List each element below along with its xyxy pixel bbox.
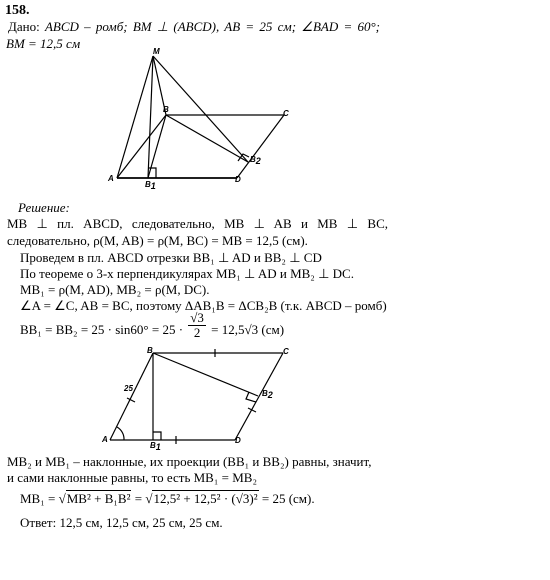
given-line-2: BM = 12,5 см	[6, 36, 81, 51]
fig2-label-B2: $B_2$	[262, 389, 273, 400]
radical-2: 12,5² + 12,5² · (√3)²	[153, 491, 258, 506]
fig2-label-B1: $B_1$	[150, 441, 161, 452]
solution-line-7: BB₁ = BB₂ = 25 · sin60° = 25 · $\frac{√3}{2}$ = 12,5√3 (см)	[20, 309, 285, 340]
given-prefix: Дано:	[8, 19, 40, 34]
fig2-label-A: A	[102, 435, 108, 444]
fig1-label-M: M	[153, 47, 160, 56]
fig2-label-C: C	[283, 347, 289, 356]
fig1-label-A: A	[108, 174, 114, 183]
right-angle2-B1	[153, 432, 161, 440]
problem-number: 158.	[5, 3, 30, 18]
fig1-label-B2: $B_2$	[250, 155, 261, 166]
frac-numerator: √3	[190, 309, 204, 325]
segment2-BB2	[153, 353, 258, 396]
fig1-label-C: C	[283, 109, 289, 118]
given-body: ABCD – ромб; BM ⊥ (ABCD), AB = 25 см; ∠BAD = 60°;	[44, 19, 381, 34]
solution-line-2: следовательно, ρ(M, AB) = ρ(M, BC) = MB = 12,5 (см).	[7, 233, 308, 248]
fig2-label-side: 25	[124, 384, 133, 393]
edge2-CD	[235, 353, 283, 440]
conclusion-line-1: MB₂ и MB₁ – наклонные, их проекции (BB₁ и BB₂) равны, значит,	[7, 454, 372, 469]
solution-line-1: MB ⊥ пл. ABCD, следовательно, MB ⊥ AB и MB ⊥ BC,	[7, 216, 388, 231]
radical-1: MB² + B₁B²	[66, 491, 131, 506]
frac-denominator: 2	[193, 324, 201, 340]
solution-heading: Решение:	[18, 200, 70, 215]
answer-line: Ответ: 12,5 см, 12,5 см, 25 см, 25 см.	[20, 515, 223, 530]
fig2-label-D: D	[235, 436, 241, 445]
fig1-label-D: D	[235, 175, 241, 184]
solution-line-4: По теореме о 3-х перпендикулярах MB₁ ⊥ AD и MB₂ ⊥ DC.	[20, 266, 354, 281]
fig1-label-B: B	[163, 105, 169, 114]
solution-line-6: ∠A = ∠C, AB = BC, поэтому ΔAB₁B = ΔCB₂B (т.к. ABCD – ромб)	[20, 298, 387, 313]
solution-line-5: MB₁ = ρ(M, AD), MB₂ = ρ(M, DC).	[20, 282, 210, 297]
fig2-label-B: B	[147, 346, 153, 355]
fig1-label-B1: $B_1$	[145, 180, 156, 191]
solution-line-3: Проведем в пл. ABCD отрезки BB₁ ⊥ AD и BB₂ ⊥ CD	[20, 250, 322, 265]
formula-line: MB₁ = √MB² + B₁B² = √12,5² + 12,5² · (√3)² = 25 (см).	[20, 491, 315, 506]
angle-arc-A	[117, 427, 124, 440]
conclusion-line-2: и сами наклонные равны, то есть MB₁ = MB₂	[7, 470, 257, 485]
edge2-AB	[110, 353, 153, 440]
